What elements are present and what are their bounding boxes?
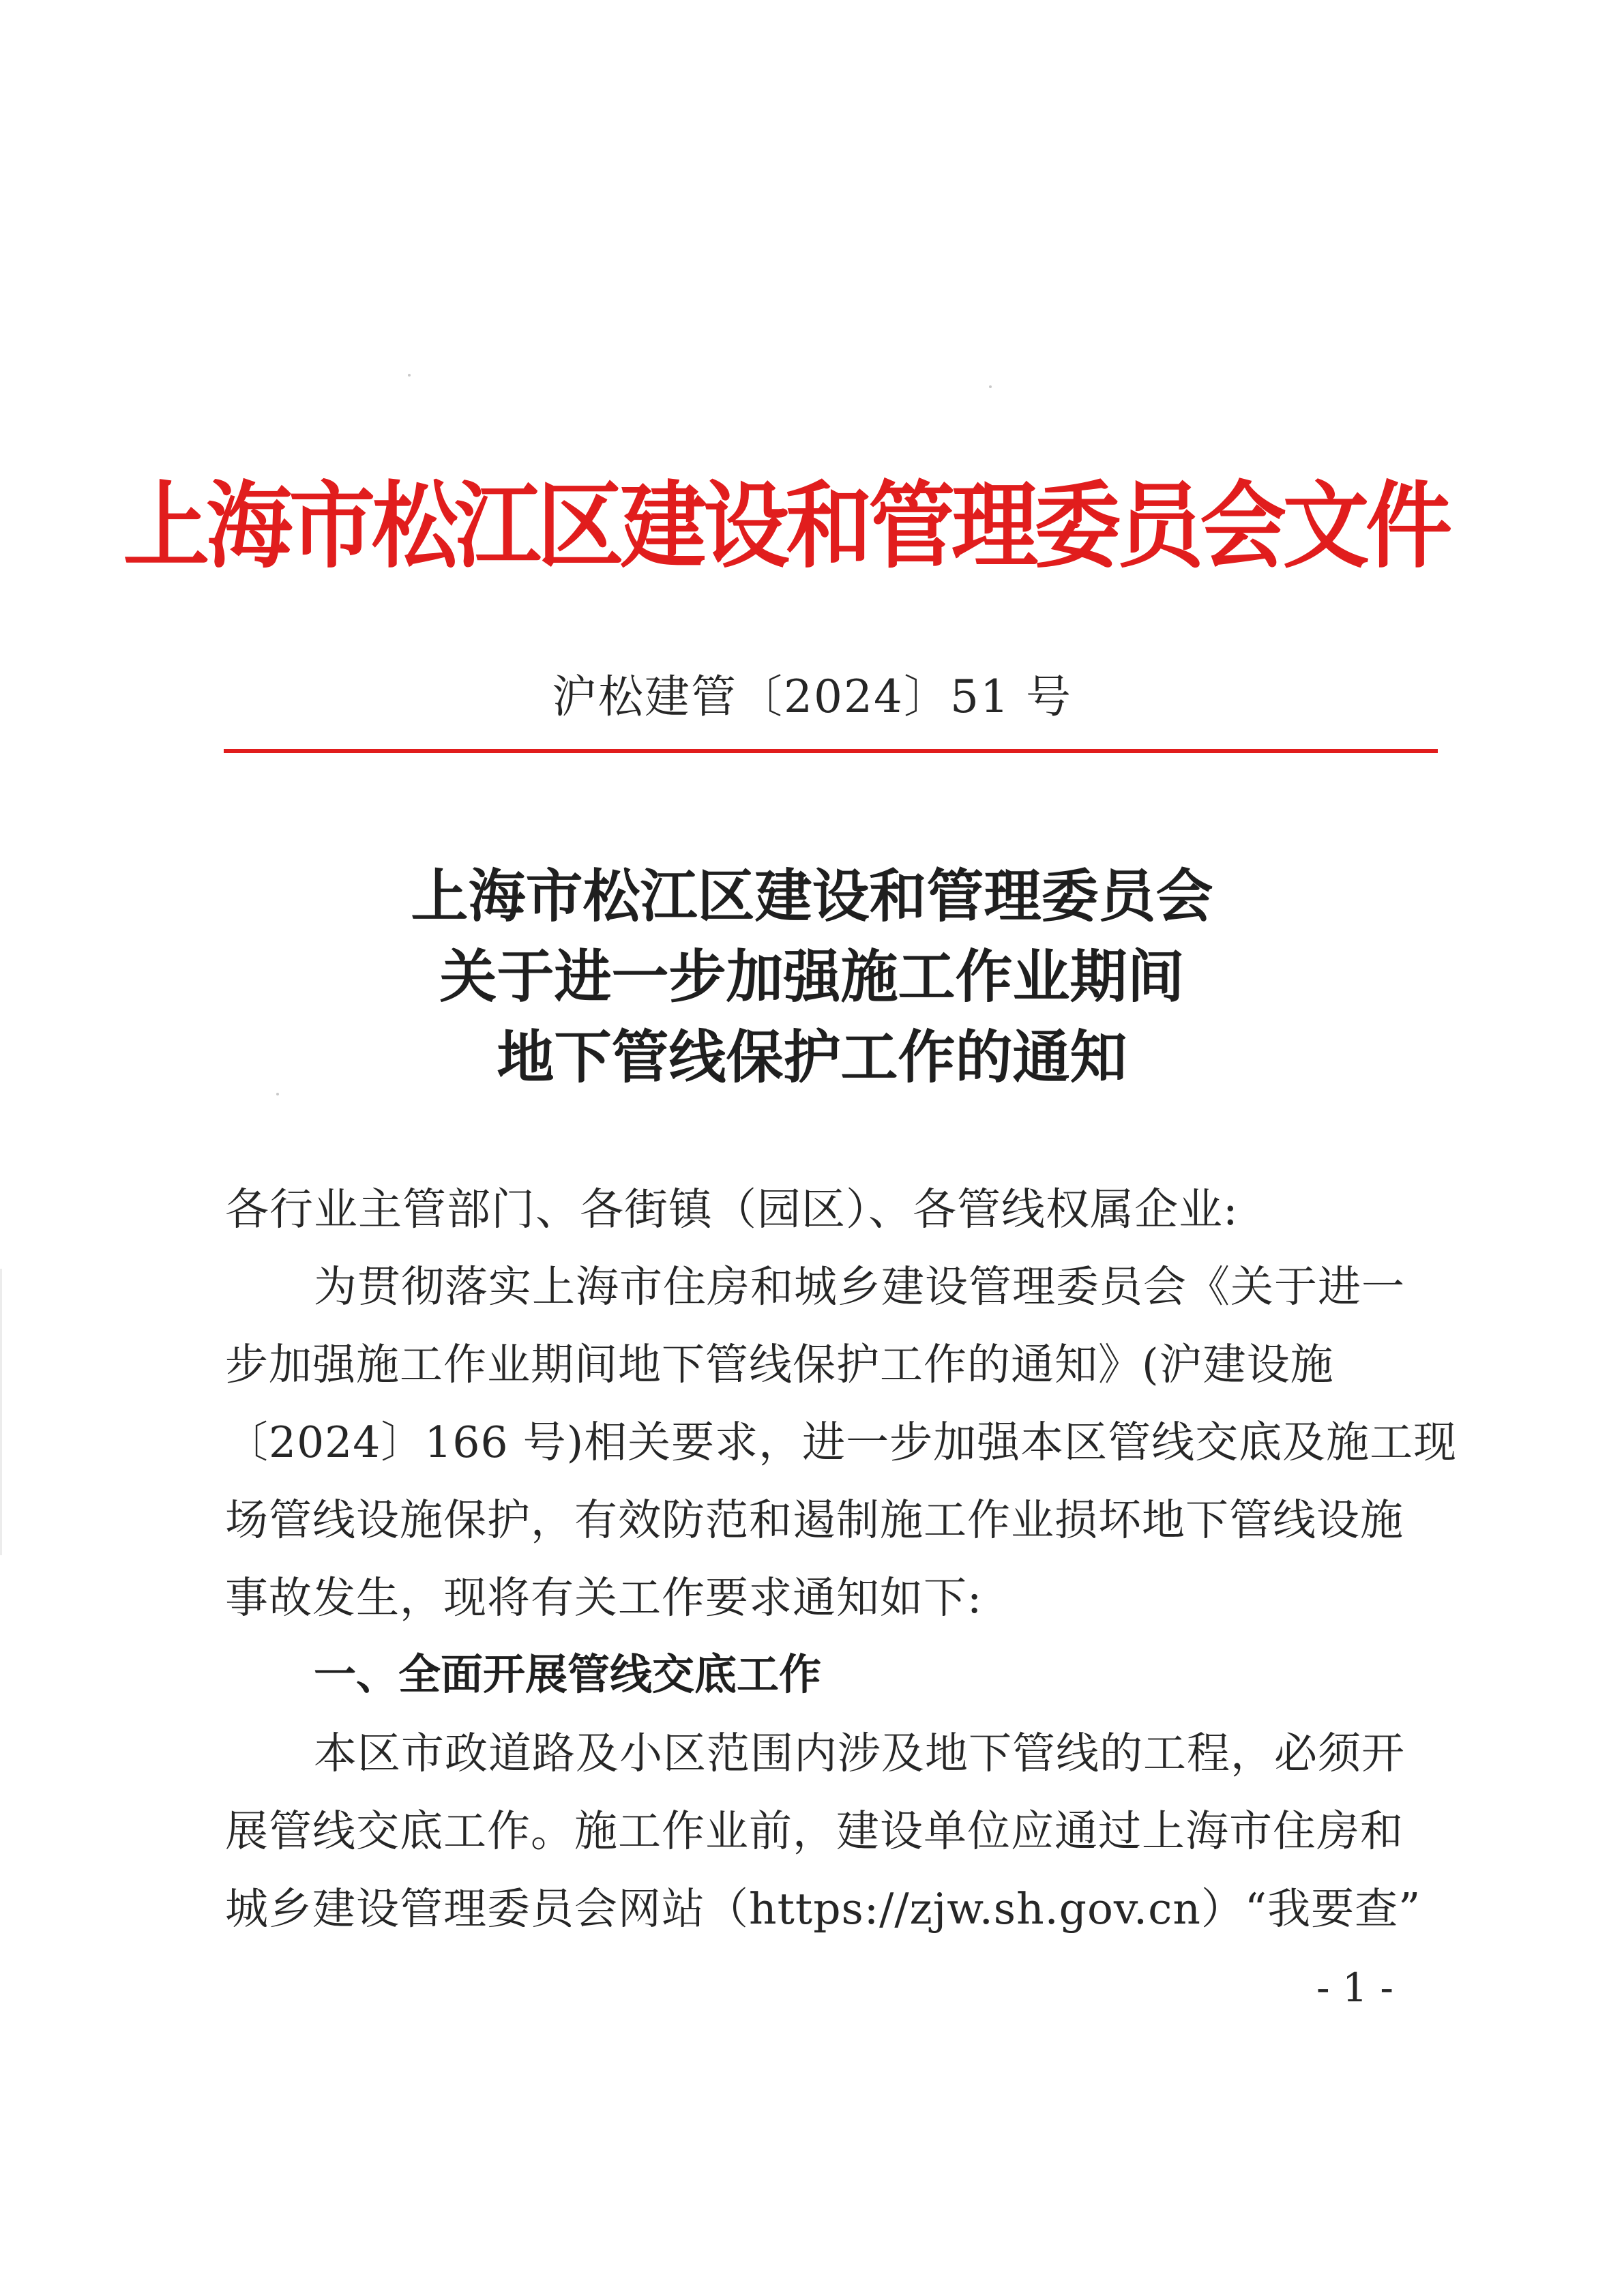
red-divider bbox=[224, 749, 1438, 753]
paragraph-line: 场管线设施保护，有效防范和遏制施工作业损坏地下管线设施 bbox=[225, 1495, 1404, 1545]
salutation: 各行业主管部门、各街镇（园区）、各管线权属企业: bbox=[225, 1185, 1239, 1235]
scan-speck bbox=[276, 1093, 279, 1095]
page-number: - 1 - bbox=[1316, 1964, 1393, 2011]
scan-speck bbox=[989, 385, 992, 388]
title-line: 地下管线保护工作的通知 bbox=[497, 1023, 1127, 1091]
scan-speck bbox=[408, 374, 411, 377]
document-title bbox=[0, 856, 1624, 1098]
paragraph-line: 城乡建设管理委员会网站（https://zjw.sh.gov.cn）“我要查” bbox=[225, 1884, 1421, 1934]
paragraph-line: 为贯彻落实上海市住房和城乡建设管理委员会《关于进一 bbox=[314, 1262, 1405, 1312]
doc-number: 沪松建管〔2024〕51 号 bbox=[552, 671, 1072, 723]
paragraph-line: 本区市政道路及小区范围内涉及地下管线的工程，必须开 bbox=[314, 1728, 1405, 1778]
paragraph-line: 步加强施工作业期间地下管线保护工作的通知》(沪建设施 bbox=[225, 1340, 1334, 1389]
title-line: 关于进一步加强施工作业期间 bbox=[439, 943, 1185, 1010]
paragraph-line: 展管线交底工作。施工作业前，建设单位应通过上海市住房和 bbox=[225, 1806, 1404, 1856]
section-heading: 一、全面开展管线交底工作 bbox=[314, 1649, 822, 1699]
paragraph-line: 〔2024〕166 号)相关要求，进一步加强本区管线交底及施工现 bbox=[225, 1417, 1458, 1467]
masthead: 上海市松江区建设和管理委员会文件 bbox=[123, 470, 1449, 581]
paragraph-line: 事故发生，现将有关工作要求通知如下: bbox=[225, 1573, 983, 1623]
scan-edge bbox=[0, 1269, 2, 1555]
title-line: 上海市松江区建设和管理委员会 bbox=[411, 862, 1213, 930]
